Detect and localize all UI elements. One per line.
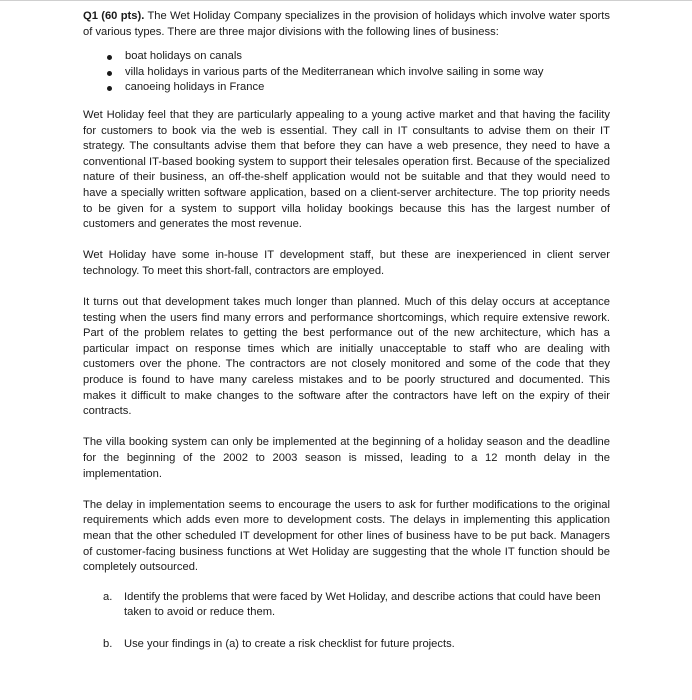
- business-lines-list: [83, 49, 610, 96]
- sub-question-marker: a.: [103, 590, 113, 603]
- bullet-icon: [107, 71, 112, 76]
- list-item: [83, 49, 610, 65]
- sub-questions-list: [83, 590, 610, 653]
- list-item-text: villa holidays in various parts of the Mediterranean which involve sailing in some way: [125, 65, 544, 78]
- top-divider: [0, 0, 692, 1]
- paragraph-season-deadline: The villa booking system can only be implemented at the beginning of a holiday season and the deadline for the beginning of the 2002 to 2003 season is missed, leading to a 12 month delay in the implementation.: [83, 436, 610, 480]
- list-item: [83, 80, 610, 96]
- bullet-icon: [107, 86, 112, 91]
- paragraph-development-delay: It turns out that development takes much longer than planned. Much of this delay occurs at acceptance testing when the users find many errors and performance shortcomings, which require extensive rework. Part of the problem relates to getting the best performance out of the new architecture, which has a particular impact on response times which are initially unacceptable to staff who are dealing with customers over the phone. The contractors are not closely monitored and some of the code that they produce is found to have many careless mistakes and to be poorly structured and documented. This makes it difficult to make changes to the software after the contractors have left on the expiry of their contracts.: [83, 296, 610, 418]
- question-label: Q1 (60 pts).: [83, 10, 145, 22]
- bullet-icon: [107, 55, 112, 60]
- sub-question-marker: b.: [103, 637, 113, 650]
- paragraph-web-strategy: Wet Holiday feel that they are particularly appealing to a young active market and that having the facility for customers to book via the web is essential. They call in IT consultants to advise them on their IT strategy. The consultants advise them that before they can have a web presence, they need to have a conventional IT-based booking system to support their telesales operation first. Because of the specialized nature of their business, an off-the-shelf application would not be suitable and that they would need to have a specially written software application, based on a client-server architecture. The top priority needs to be given for a system to support villa holiday bookings because this has the largest number of customers and generates the most revenue.: [83, 108, 610, 231]
- paragraph-staffing: Wet Holiday have some in-house IT development staff, but these are inexperienced in client server technology. To meet this short-fall, contractors are employed.: [83, 249, 610, 277]
- question-intro: [83, 9, 610, 40]
- list-item-text: boat holidays on canals: [125, 50, 242, 63]
- sub-question-text: Identify the problems that were faced by Wet Holiday, and describe actions that could have been taken to avoid or reduce them.: [124, 590, 601, 619]
- paragraph-outsourcing: The delay in implementation seems to encourage the users to ask for further modifications to the original requirements which adds even more to development costs. The delays in implementing this application mean that the other scheduled IT development for other lines of business have to be put back. Managers of customer-facing business functions at Wet Holiday are suggesting that the whole IT function should be completely outsourced.: [83, 498, 610, 574]
- sub-question-a: [83, 590, 610, 621]
- list-item: [83, 65, 610, 81]
- intro-text: The Wet Holiday Company specializes in the provision of holidays which involve water sports of various types. There are three major divisions with the following lines of business:: [83, 10, 610, 38]
- list-item-text: canoeing holidays in France: [125, 81, 265, 94]
- sub-question-b: [83, 637, 610, 653]
- sub-question-text: Use your findings in (a) to create a risk checklist for future projects.: [124, 637, 455, 650]
- question-content: [83, 9, 610, 669]
